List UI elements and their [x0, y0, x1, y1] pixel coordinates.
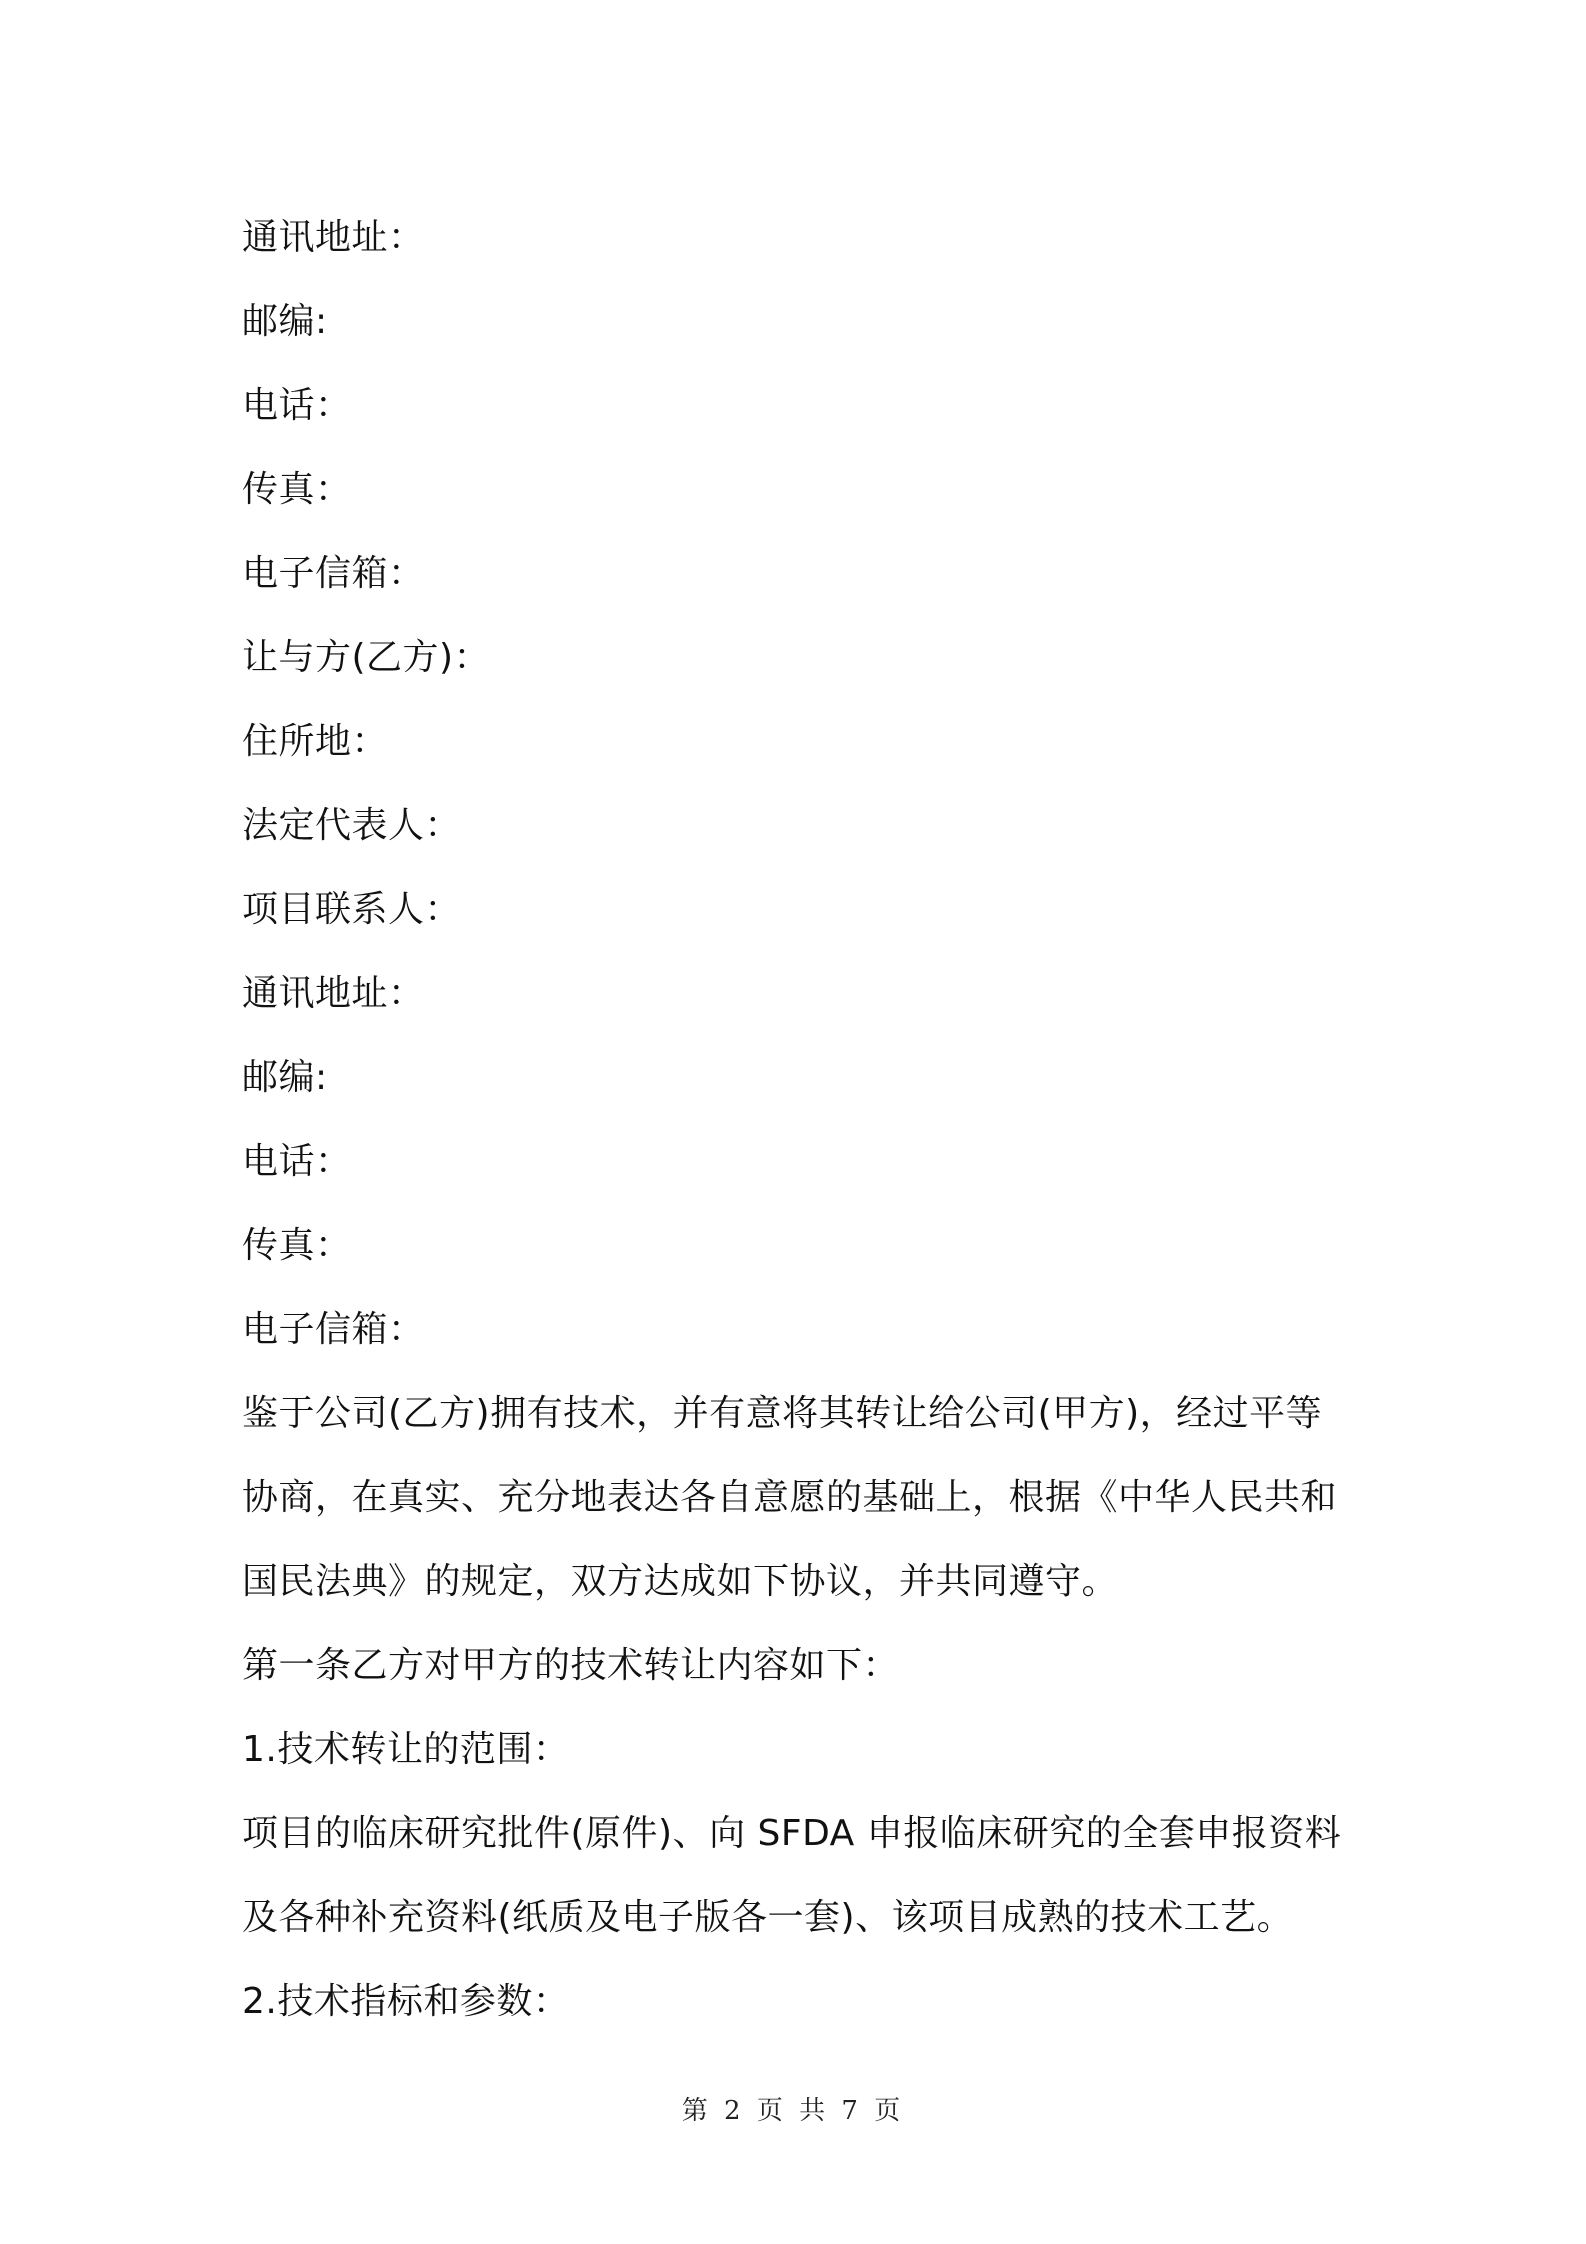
party-a-address: 通讯地址：	[242, 217, 425, 258]
party-a-email: 电子信箱：	[242, 553, 425, 594]
party-b-title: 让与方(乙方)：	[242, 637, 491, 678]
party-b-phone: 电话：	[242, 1141, 352, 1182]
party-b-residence: 住所地：	[242, 721, 389, 762]
section-1-line: 项目的临床研究批件(原件)、向 SFDA 申报临床研究的全套申报资料	[242, 1813, 1342, 1854]
party-a-postcode: 邮编:	[242, 301, 328, 342]
party-a-phone: 电话：	[242, 385, 352, 426]
section-1-title: 1.技术转让的范围：	[242, 1729, 570, 1770]
party-b-postcode: 邮编:	[242, 1057, 328, 1098]
party-b-email: 电子信箱：	[242, 1309, 425, 1350]
article-1-title: 第一条乙方对甲方的技术转让内容如下：	[242, 1645, 900, 1686]
preamble-line: 鉴于公司(乙方)拥有技术，并有意将其转让给公司(甲方)，经过平等	[242, 1393, 1323, 1434]
section-1-paragraph	[242, 1792, 1362, 1960]
party-b-project-contact: 项目联系人：	[242, 889, 462, 930]
preamble-line: 协商，在真实、充分地表达各自意愿的基础上，根据《中华人民共和	[242, 1477, 1338, 1518]
party-b-legal-representative: 法定代表人：	[242, 805, 462, 846]
party-b-address: 通讯地址：	[242, 973, 425, 1014]
preamble-paragraph	[242, 1372, 1362, 1624]
page-footer: 第 2 页 共 7 页	[681, 2096, 905, 2126]
party-a-fax: 传真：	[242, 469, 352, 510]
document-body	[242, 196, 1362, 2044]
preamble-line: 国民法典》的规定，双方达成如下协议，并共同遵守。	[242, 1561, 1119, 1602]
party-b-fax: 传真：	[242, 1225, 352, 1266]
section-1-line: 及各种补充资料(纸质及电子版各一套)、该项目成熟的技术工艺。	[242, 1897, 1294, 1938]
section-2-title: 2.技术指标和参数：	[242, 1981, 570, 2022]
